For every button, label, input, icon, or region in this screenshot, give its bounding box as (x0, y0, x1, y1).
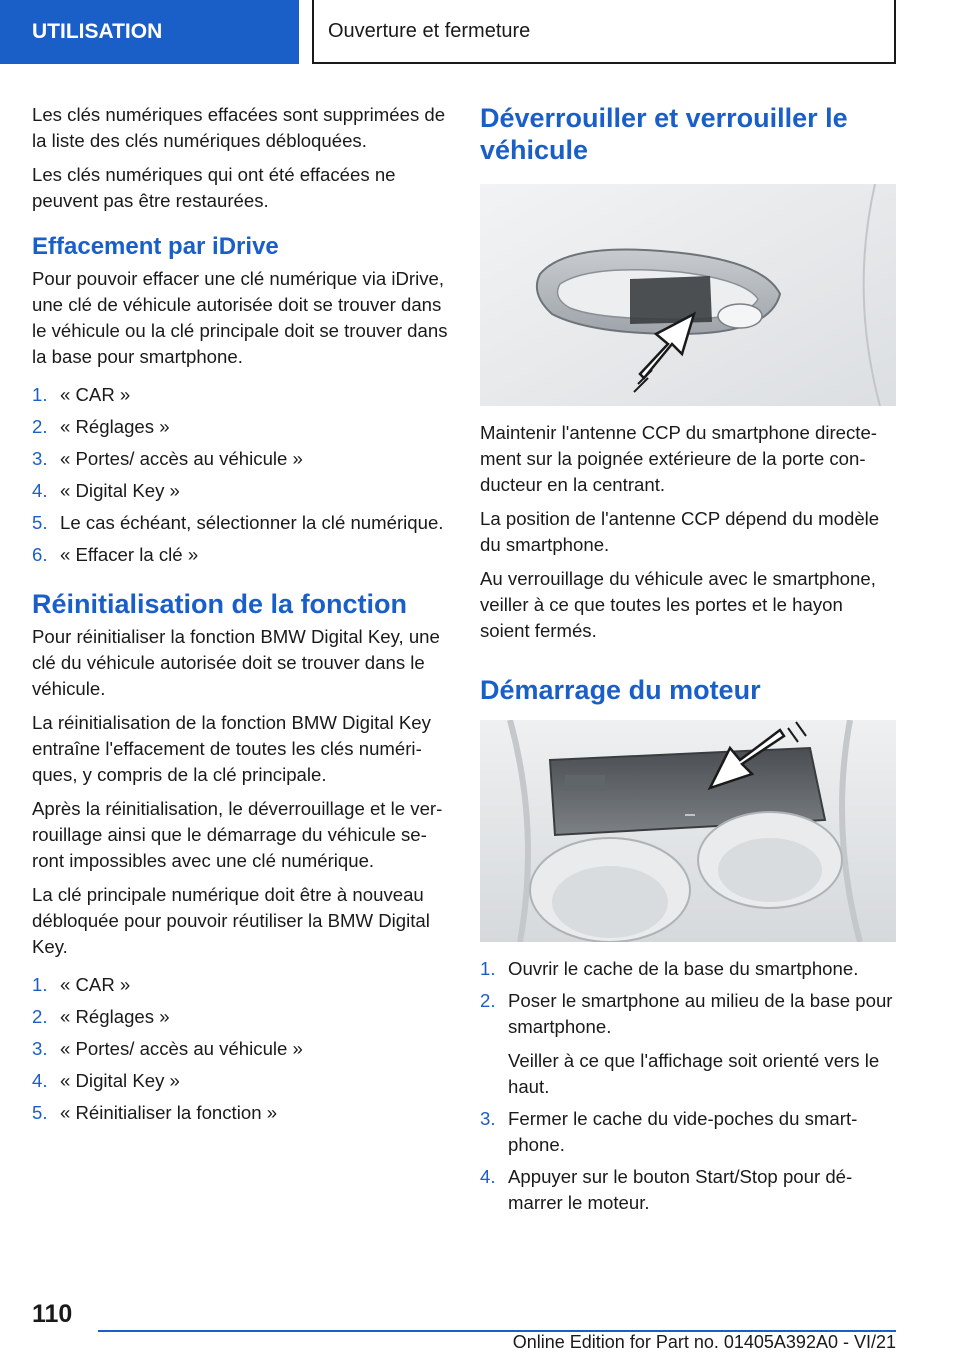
step-number: 1. (32, 974, 48, 995)
step-number: 4. (32, 1070, 48, 1091)
page-number: 110 (32, 1300, 73, 1328)
intro-paragraph-2: Les clés numériques qui ont été effacées ne peuvent pas être restaurées. (32, 164, 396, 211)
reset-paragraph-4: La clé principale numérique doit être à nouveau débloquée pour pouvoir réutiliser la BMW Digital Key. (32, 884, 430, 957)
chapter-title: Ouverture et fermeture (312, 0, 896, 64)
step-number: 4. (32, 480, 48, 501)
smartphone-tray-illustration (480, 720, 896, 942)
step-text: Le cas échéant, sélectionner la clé numérique. (60, 512, 444, 533)
step-text: « Portes/ accès au véhicule » (60, 448, 303, 469)
list-item (32, 478, 448, 504)
step-number: 6. (32, 544, 48, 565)
step-number: 3. (480, 1108, 496, 1129)
step-text: « Effacer la clé » (60, 544, 199, 565)
step-text: Ouvrir le cache de la base du smartphone. (508, 958, 859, 979)
step-text: « Réinitialiser la fonction » (60, 1102, 278, 1123)
step-number: 1. (32, 384, 48, 405)
list-item (32, 1100, 448, 1126)
step-text: Poser le smartphone au milieu de la base pour smartphone. (508, 990, 893, 1037)
step-text: « Réglages » (60, 1006, 170, 1027)
reset-paragraph-2: La réinitialisation de la fonction BMW Digital Key entraîne l'effacement de toutes les clés numériques, y compris de la clé principale. (32, 712, 431, 785)
list-item (32, 1004, 448, 1030)
lock-paragraph-1: Maintenir l'antenne CCP du smartphone directement sur la poignée extérieure de la porte conducteur en la centrant. (480, 422, 877, 495)
step-number: 3. (32, 1038, 48, 1059)
step-text: Fermer le cache du vide-poches du smartphone. (508, 1108, 858, 1155)
step-text: « CAR » (60, 974, 131, 995)
list-item (32, 446, 448, 472)
list-item (480, 956, 896, 982)
step-number: 2. (32, 1006, 48, 1027)
list-item (480, 988, 896, 1100)
heading-reset-function: Réinitialisation de la fonction (32, 589, 408, 619)
lock-paragraph-2: La position de l'antenne CCP dépend du modèle du smartphone. (480, 508, 880, 555)
reset-paragraph-3: Après la réinitialisation, le déverrouillage et le verrouillage ainsi que le démarrage du véhicule seront impossibles avec une clé numérique. (32, 798, 443, 871)
right-column (480, 102, 896, 1222)
step-number: 4. (480, 1166, 496, 1187)
step-text: « Réglages » (60, 416, 170, 437)
step-text: « Digital Key » (60, 480, 180, 501)
step-text: « Portes/ accès au véhicule » (60, 1038, 303, 1059)
step-number: 5. (32, 512, 48, 533)
heading-engine-start: Démarrage du moteur (480, 675, 761, 705)
step-number: 2. (480, 990, 496, 1011)
footer-edition: Online Edition for Part no. 01405A392A0 - VI/21 (512, 1332, 896, 1352)
list-item (480, 1106, 896, 1158)
step-subnote: Veiller à ce que l'affichage soit orienté vers le haut. (508, 1050, 880, 1097)
step-text: « CAR » (60, 384, 131, 405)
left-column (32, 102, 448, 1132)
start-steps-list (480, 956, 896, 1216)
list-item (32, 972, 448, 998)
list-item (32, 1068, 448, 1094)
step-number: 1. (480, 958, 496, 979)
heading-idrive-deletion: Effacement par iDrive (32, 233, 279, 260)
step-number: 2. (32, 416, 48, 437)
heading-unlock-lock: Déverrouiller et verrouiller le véhicule (480, 103, 848, 165)
step-text: Appuyer sur le bouton Start/Stop pour démarrer le moteur. (508, 1166, 853, 1213)
list-item (32, 1036, 448, 1062)
step-number: 5. (32, 1102, 48, 1123)
list-item (32, 414, 448, 440)
lock-paragraph-3: Au verrouillage du véhicule avec le smartphone, veiller à ce que toutes les portes et le hayon soient fermés. (480, 568, 876, 641)
reset-steps-list (32, 972, 448, 1126)
idrive-steps-list (32, 382, 448, 568)
list-item (32, 542, 448, 568)
step-number: 3. (32, 448, 48, 469)
list-item (480, 1164, 896, 1216)
reset-paragraph-1: Pour réinitialiser la fonction BMW Digital Key, une clé du véhicule autorisée doit se trouver dans le véhicule. (32, 626, 440, 699)
door-handle-illustration (480, 184, 896, 406)
intro-paragraph-1: Les clés numériques effacées sont supprimées de la liste des clés numériques débloquées. (32, 104, 446, 151)
step-text: « Digital Key » (60, 1070, 180, 1091)
section-tab: UTILISATION (0, 0, 299, 64)
list-item (32, 382, 448, 408)
idrive-paragraph: Pour pouvoir effacer une clé numérique via iDrive, une clé de véhicule autorisée doit se trouver dans le véhicule ou la clé principale doit se trouver dans la base pour smartphone. (32, 268, 448, 367)
list-item (32, 510, 448, 536)
step-text-container (508, 988, 896, 1100)
